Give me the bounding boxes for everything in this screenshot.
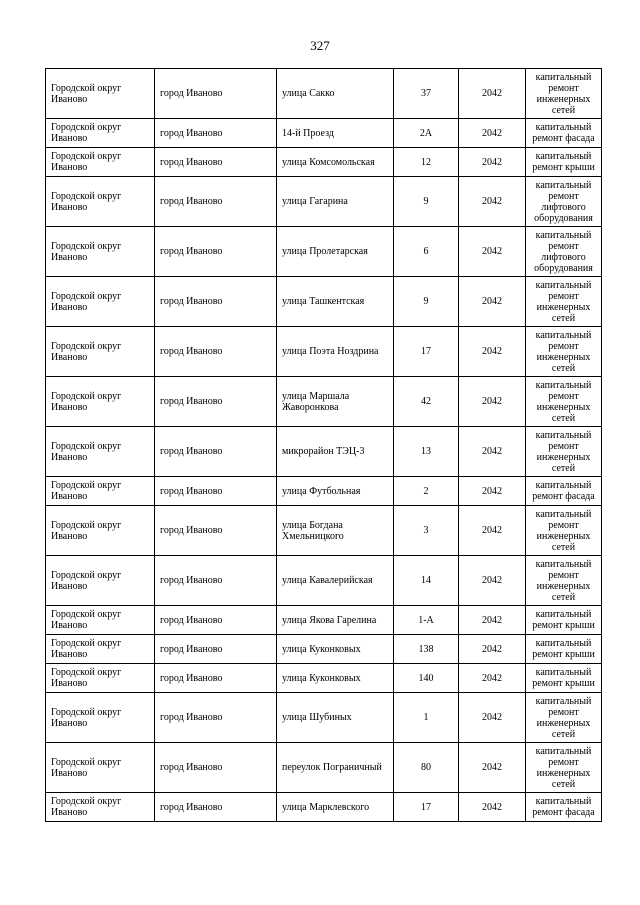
street-cell: улица Гагарина [277,177,394,227]
work-type-cell [526,227,602,277]
house-number-cell: 13 [394,427,459,477]
work-type-line: капитальный [535,229,592,241]
city-cell: город Иваново [155,177,277,227]
work-type-line: ремонт [548,190,579,202]
street-cell: улица Марклевского [277,793,394,822]
work-type-line: капитальный [535,745,592,757]
city-cell: город Иваново [155,427,277,477]
year-cell: 2042 [459,277,526,327]
work-type-line: ремонт крыши [532,678,595,689]
year-cell: 2042 [459,506,526,556]
work-type-cell [526,119,602,148]
work-type-cell [526,477,602,506]
street-cell: улица Богдана Хмельницкого [277,506,394,556]
work-type-line: капитальный [535,179,592,191]
work-type-line: капитальный [535,122,592,133]
work-type-line: ремонт [548,756,579,768]
street-cell: улица Куконковых [277,664,394,693]
work-type-line: лифтового [541,251,586,263]
district-cell: Городской округ Иваново [46,148,155,177]
city-cell: город Иваново [155,69,277,119]
work-type-line: ремонт [548,82,579,94]
city-cell: город Иваново [155,606,277,635]
work-type-line: капитальный [535,695,592,707]
work-type-line: ремонт фасада [532,133,595,144]
district-cell: Городской округ Иваново [46,693,155,743]
district-cell: Городской округ Иваново [46,477,155,506]
table-row [46,635,602,664]
house-number-cell: 9 [394,177,459,227]
table-row [46,606,602,635]
table-row [46,119,602,148]
work-type-line: сетей [551,104,576,116]
work-type-line: капитальный [535,508,592,520]
work-type-line: сетей [551,778,576,790]
work-type-line: капитальный [535,480,592,491]
year-cell: 2042 [459,69,526,119]
work-type-line: ремонт [548,340,579,352]
district-cell: Городской округ Иваново [46,119,155,148]
house-number-cell: 3 [394,506,459,556]
table-row [46,377,602,427]
street-cell: улица Футбольная [277,477,394,506]
work-type-line: ремонт [548,440,579,452]
work-type-line: инженерных [536,301,591,313]
work-type-line: капитальный [535,379,592,391]
table-row [46,506,602,556]
work-type-cell [526,148,602,177]
work-type-line: инженерных [536,93,591,105]
table-row [46,664,602,693]
work-type-line: ремонт [548,706,579,718]
street-cell: микрорайон ТЭЦ-3 [277,427,394,477]
district-cell: Городской округ Иваново [46,69,155,119]
year-cell: 2042 [459,427,526,477]
work-type-line: капитальный [535,279,592,291]
city-cell: город Иваново [155,793,277,822]
work-type-line: инженерных [536,530,591,542]
city-cell: город Иваново [155,477,277,506]
district-cell: Городской округ Иваново [46,377,155,427]
district-cell: Городской округ Иваново [46,606,155,635]
year-cell: 2042 [459,119,526,148]
street-cell: улица Куконковых [277,635,394,664]
work-type-line: сетей [551,541,576,553]
house-number-cell: 2А [394,119,459,148]
work-type-line: сетей [551,412,576,424]
city-cell: город Иваново [155,148,277,177]
table-row [46,427,602,477]
year-cell: 2042 [459,377,526,427]
work-type-line: инженерных [536,451,591,463]
house-number-cell: 9 [394,277,459,327]
year-cell: 2042 [459,227,526,277]
work-type-line: инженерных [536,580,591,592]
street-cell: улица Якова Гарелина [277,606,394,635]
street-cell: улица Шубиных [277,693,394,743]
work-type-line: ремонт [548,519,579,531]
work-type-cell [526,664,602,693]
house-number-cell: 17 [394,327,459,377]
work-type-line: ремонт [548,569,579,581]
work-type-cell [526,427,602,477]
year-cell: 2042 [459,664,526,693]
work-type-line: инженерных [536,717,591,729]
work-type-line: оборудования [534,212,593,224]
work-type-cell [526,693,602,743]
work-type-line: капитальный [535,638,592,649]
year-cell: 2042 [459,177,526,227]
table-row [46,227,602,277]
house-number-cell: 37 [394,69,459,119]
work-type-cell [526,177,602,227]
house-number-cell: 17 [394,793,459,822]
house-number-cell: 14 [394,556,459,606]
work-type-cell [526,327,602,377]
work-type-line: ремонт фасада [532,807,595,818]
city-cell: город Иваново [155,277,277,327]
table-row [46,556,602,606]
table-row [46,69,602,119]
table-body [46,69,602,822]
street-cell: улица Сакко [277,69,394,119]
work-type-line: капитальный [535,796,592,807]
work-type-line: сетей [551,462,576,474]
work-type-line: инженерных [536,351,591,363]
city-cell: город Иваново [155,693,277,743]
city-cell: город Иваново [155,227,277,277]
work-type-cell [526,793,602,822]
city-cell: город Иваново [155,506,277,556]
year-cell: 2042 [459,606,526,635]
work-type-line: капитальный [535,151,592,162]
street-cell: переулок Пограничный [277,743,394,793]
work-type-cell [526,635,602,664]
work-type-cell [526,606,602,635]
house-number-cell: 80 [394,743,459,793]
street-cell: улица Пролетарская [277,227,394,277]
table-row [46,327,602,377]
street-cell: улица Ташкентская [277,277,394,327]
street-cell: улица Комсомольская [277,148,394,177]
table-row [46,793,602,822]
repair-schedule-table [45,68,602,822]
work-type-cell [526,377,602,427]
year-cell: 2042 [459,327,526,377]
street-cell: 14-й Проезд [277,119,394,148]
district-cell: Городской округ Иваново [46,793,155,822]
work-type-cell [526,506,602,556]
house-number-cell: 140 [394,664,459,693]
year-cell: 2042 [459,556,526,606]
work-type-cell [526,69,602,119]
table-row [46,477,602,506]
district-cell: Городской округ Иваново [46,506,155,556]
work-type-line: капитальный [535,429,592,441]
house-number-cell: 1 [394,693,459,743]
work-type-line: ремонт [548,240,579,252]
street-cell: улица Кавалерийская [277,556,394,606]
table-row [46,177,602,227]
work-type-line: ремонт крыши [532,649,595,660]
street-cell: улица Поэта Ноздрина [277,327,394,377]
house-number-cell: 6 [394,227,459,277]
page-number: 327 [310,38,330,53]
year-cell: 2042 [459,148,526,177]
year-cell: 2042 [459,635,526,664]
table-row [46,743,602,793]
district-cell: Городской округ Иваново [46,556,155,606]
district-cell: Городской округ Иваново [46,635,155,664]
house-number-cell: 2 [394,477,459,506]
city-cell: город Иваново [155,377,277,427]
city-cell: город Иваново [155,664,277,693]
city-cell: город Иваново [155,743,277,793]
work-type-cell [526,556,602,606]
house-number-cell: 12 [394,148,459,177]
work-type-line: ремонт [548,390,579,402]
work-type-line: сетей [551,728,576,740]
street-cell: улица Маршала Жаворонкова [277,377,394,427]
city-cell: город Иваново [155,556,277,606]
work-type-line: сетей [551,362,576,374]
work-type-line: капитальный [535,667,592,678]
work-type-line: сетей [551,591,576,603]
district-cell: Городской округ Иваново [46,664,155,693]
district-cell: Городской округ Иваново [46,427,155,477]
district-cell: Городской округ Иваново [46,177,155,227]
year-cell: 2042 [459,743,526,793]
year-cell: 2042 [459,793,526,822]
house-number-cell: 138 [394,635,459,664]
work-type-line: лифтового [541,201,586,213]
table-row [46,277,602,327]
work-type-line: ремонт крыши [532,162,595,173]
work-type-line: капитальный [535,71,592,83]
year-cell: 2042 [459,477,526,506]
house-number-cell: 1-А [394,606,459,635]
work-type-line: капитальный [535,558,592,570]
city-cell: город Иваново [155,327,277,377]
city-cell: город Иваново [155,635,277,664]
house-number-cell: 42 [394,377,459,427]
district-cell: Городской округ Иваново [46,743,155,793]
table-row [46,693,602,743]
work-type-cell [526,743,602,793]
work-type-line: ремонт [548,290,579,302]
work-type-cell [526,277,602,327]
work-type-line: капитальный [535,329,592,341]
work-type-line: инженерных [536,767,591,779]
work-type-line: сетей [551,312,576,324]
work-type-line: инженерных [536,401,591,413]
district-cell: Городской округ Иваново [46,277,155,327]
table-row [46,148,602,177]
work-type-line: оборудования [534,262,593,274]
work-type-line: капитальный [535,609,592,620]
work-type-line: ремонт фасада [532,491,595,502]
year-cell: 2042 [459,693,526,743]
city-cell: город Иваново [155,119,277,148]
district-cell: Городской округ Иваново [46,327,155,377]
district-cell: Городской округ Иваново [46,227,155,277]
work-type-line: ремонт крыши [532,620,595,631]
